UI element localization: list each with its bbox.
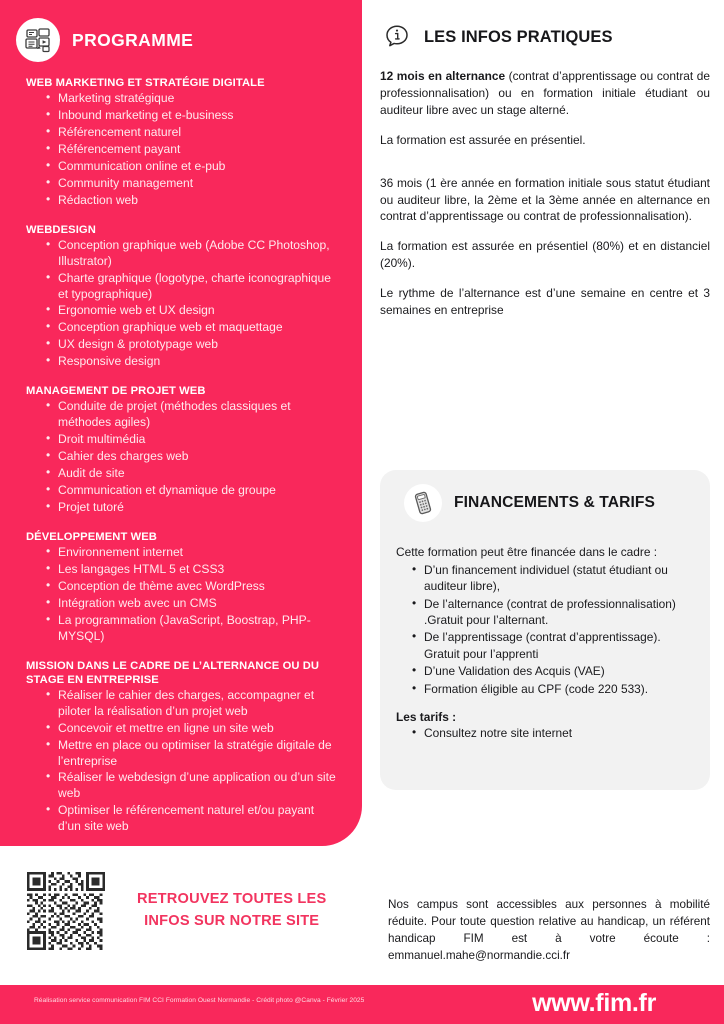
- infos-paragraph-4: La formation est assurée en présentiel (80%) et en distanciel (20%).: [380, 239, 710, 271]
- footer-bar: [0, 985, 724, 1024]
- list-item: • Conception graphique web (Adobe CC Photoshop, Illustrator): [46, 238, 340, 270]
- list-item: • Réaliser le cahier des charges, accompagner et piloter la réalisation d’un projet web: [46, 688, 340, 720]
- footer-credit: Réalisation service communication FIM CCI Formation Ouest Normandie - Crédit photo @Canva - Février 2025: [34, 997, 365, 1004]
- list-item: • D’un financement individuel (statut étudiant ou auditeur libre),: [412, 562, 692, 595]
- programme-section-heading: MISSION DANS LE CADRE DE L’ALTERNANCE OU DU STAGE EN ENTREPRISE: [26, 659, 320, 686]
- tarifs-list: [396, 725, 692, 741]
- list-item: • Audit de site: [46, 466, 340, 482]
- list-item: • Communication et dynamique de groupe: [46, 483, 340, 499]
- infos-pratiques-header: [380, 0, 710, 54]
- list-item: • Formation éligible au CPF (code 220 533).: [412, 681, 692, 697]
- list-item: • Réaliser le webdesign d’une application ou d’un site web: [46, 770, 340, 802]
- list-item: • De l’apprentissage (contrat d’apprentissage). Gratuit pour l’apprenti: [412, 629, 692, 662]
- programme-title: PROGRAMME: [72, 29, 194, 50]
- programme-sections: [0, 62, 362, 835]
- programme-section-list: [26, 91, 340, 209]
- financements-title: FINANCEMENTS & TARIFS: [454, 494, 656, 511]
- programme-section-list: [26, 238, 340, 371]
- infos-paragraph-5: Le rythme de l’alternance est d’une semaine en centre et 3 semaines en entreprise: [380, 286, 710, 318]
- infos-paragraph-3: 36 mois (1 ère année en formation initiale sous statut étudiant ou auditeur libre, la 2ème et la 3ème année en alternance en contrat d’apprentissage ou contrat de professionnalisation).: [380, 175, 710, 224]
- list-item: • Responsive design: [46, 354, 340, 370]
- list-item: • La programmation (JavaScript, Boostrap, PHP-MYSQL): [46, 613, 340, 645]
- list-item: • Rédaction web: [46, 193, 340, 209]
- infos-pratiques-section: [380, 0, 710, 319]
- programme-section-list: [26, 399, 340, 516]
- list-item: • Conception de thème avec WordPress: [46, 579, 340, 595]
- list-item: • Environnement internet: [46, 545, 340, 561]
- financements-header: [380, 470, 710, 522]
- list-item: • Community management: [46, 176, 340, 192]
- list-item: • Inbound marketing et e-business: [46, 108, 340, 124]
- list-item: • Ergonomie web et UX design: [46, 303, 340, 319]
- list-item: • Optimiser le référencement naturel et/ou payant d’un site web: [46, 803, 340, 835]
- list-item: • Concevoir et mettre en ligne un site web: [46, 721, 340, 737]
- list-item: • Intégration web avec un CMS: [46, 596, 340, 612]
- list-item: • Marketing stratégique: [46, 91, 340, 107]
- list-item: • Référencement payant: [46, 142, 340, 158]
- accessibility-note: Nos campus sont accessibles aux personnes à mobilité réduite. Pour toute question relative au handicap, un référent handicap FIM est à votre écoute : emmanuel.mahe@normandie.cci.fr: [388, 898, 710, 962]
- programme-section-heading: MANAGEMENT DE PROJET WEB: [26, 385, 206, 398]
- info-bubble-icon: [380, 20, 414, 54]
- list-item: • De l’alternance (contrat de professionnalisation) .Gratuit pour l’alternant.: [412, 596, 692, 629]
- media-documents-icon: [16, 18, 60, 62]
- programme-section-list: [26, 545, 340, 645]
- programme-section-heading: DÉVELOPPEMENT WEB: [26, 530, 157, 543]
- list-item: • Conduite de projet (méthodes classiques et méthodes agiles): [46, 399, 340, 431]
- list-item: • Projet tutoré: [46, 500, 340, 516]
- list-item: • Consultez notre site internet: [412, 725, 692, 741]
- list-item: • Charte graphique (logotype, charte iconographique et typographique): [46, 271, 340, 303]
- footer-website-url[interactable]: www.fim.fr: [532, 989, 656, 1017]
- financements-body: [380, 522, 710, 741]
- qr-caption: [137, 889, 326, 933]
- list-item: • Référencement naturel: [46, 125, 340, 141]
- infos-paragraph-1: [380, 68, 710, 119]
- paragraph-spacer: [380, 162, 710, 175]
- programme-panel: [0, 0, 362, 846]
- list-item: • Les langages HTML 5 et CSS3: [46, 562, 340, 578]
- list-item: • Droit multimédia: [46, 432, 340, 448]
- qr-caption-line1: RETROUVEZ TOUTES LES: [137, 891, 327, 908]
- qr-section[interactable]: [27, 872, 326, 950]
- qr-code-icon[interactable]: [27, 872, 105, 950]
- list-item: • UX design & prototypage web: [46, 337, 340, 353]
- infos-paragraph-1-rest: (contrat d’apprentissage ou contrat de professionnalisation) ou en formation initiale étudiant ou auditeur libre avec un stage alterné.: [380, 69, 710, 117]
- list-item: • Conception graphique web et maquettage: [46, 320, 340, 336]
- infos-pratiques-body: [380, 54, 710, 319]
- infos-pratiques-title: LES INFOS PRATIQUES: [424, 27, 613, 46]
- financements-panel: [380, 470, 710, 790]
- infos-paragraph-2: La formation est assurée en présentiel.: [380, 132, 586, 147]
- financements-list: [396, 562, 692, 697]
- list-item: • D’une Validation des Acquis (VAE): [412, 663, 692, 679]
- financements-lead: Cette formation peut être financée dans le cadre :: [396, 545, 658, 559]
- programme-section-heading: WEBDESIGN: [26, 223, 96, 236]
- infos-paragraph-1-bold: 12 mois en alternance: [380, 69, 506, 83]
- list-item: • Cahier des charges web: [46, 449, 340, 465]
- programme-section-heading: WEB MARKETING ET STRATÉGIE DIGITALE: [26, 77, 265, 89]
- qr-caption-line2: INFOS SUR NOTRE SITE: [144, 913, 320, 929]
- calculator-icon: [404, 484, 442, 522]
- programme-header: [0, 0, 362, 62]
- list-item: • Communication online et e-pub: [46, 159, 340, 175]
- programme-section-list: [26, 688, 340, 836]
- list-item: • Mettre en place ou optimiser la stratégie digitale de l’entreprise: [46, 738, 340, 770]
- tarifs-label: Les tarifs :: [396, 710, 457, 725]
